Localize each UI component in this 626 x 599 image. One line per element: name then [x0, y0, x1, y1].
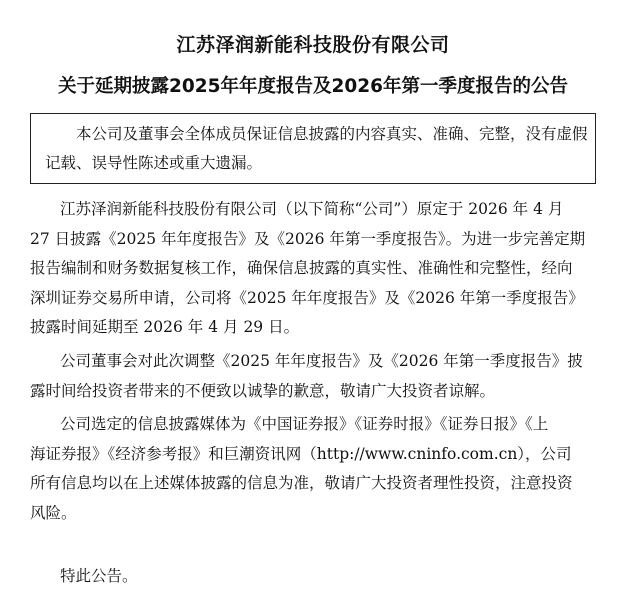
- closing-text: 特此公告。: [60, 567, 138, 585]
- paragraph-line: 深圳证券交易所申请，公司将《2025 年年度报告》及《2026 年第一季度报告》: [30, 288, 584, 307]
- paragraph-line: 公司董事会对此次调整《2025 年年度报告》及《2026 年第一季度报告》披: [60, 352, 583, 370]
- paragraph-line: 露时间给投资者带来的不便致以诚挚的歉意，敬请广大投资者谅解。: [30, 381, 496, 400]
- paragraph-line: 海证券报》《经济参考报》和巨潮资讯网（http://www.cninfo.com.cn），公司: [30, 444, 572, 463]
- company-name: 江苏泽润新能科技股份有限公司: [176, 34, 450, 56]
- paragraph-line: 报告编制和财务数据复核工作，确保信息披露的真实性、准确性和完整性，经向: [30, 259, 573, 277]
- paragraph-line: 风险。: [30, 503, 77, 522]
- announcement-title: 关于延期披露2025年年度报告及2026年第一季度报告的公告: [58, 76, 568, 97]
- paragraph-apology: [30, 347, 590, 406]
- paragraph-line: 披露时间延期至 2026 年 4 月 29 日。: [30, 318, 300, 336]
- paragraph-line: 公司选定的信息披露媒体为《中国证券报》《证券时报》《证券日报》《上: [60, 415, 549, 433]
- board-guarantee-box: [30, 113, 596, 184]
- paragraph-line: 所有信息均以在上述媒体披露的信息为准，敬请广大投资者理性投资，注意投资: [30, 474, 573, 492]
- paragraph-line: 江苏泽润新能科技股份有限公司（以下简称“公司”）原定于 2026 年 4 月: [60, 200, 564, 218]
- paragraph-delay-notice: [30, 195, 590, 343]
- guarantee-line-1: 本公司及董事会全体成员保证信息披露的内容真实、准确、完整，没有虚假: [76, 125, 588, 143]
- paragraph-closing: [60, 562, 590, 592]
- guarantee-line-2: 记载、误导性陈述或重大遗漏。: [45, 154, 263, 172]
- paragraph-line: 27 日披露《2025 年年度报告》及《2026 年第一季度报告》。为进一步完善定期: [30, 229, 586, 248]
- paragraph-media: [30, 410, 590, 528]
